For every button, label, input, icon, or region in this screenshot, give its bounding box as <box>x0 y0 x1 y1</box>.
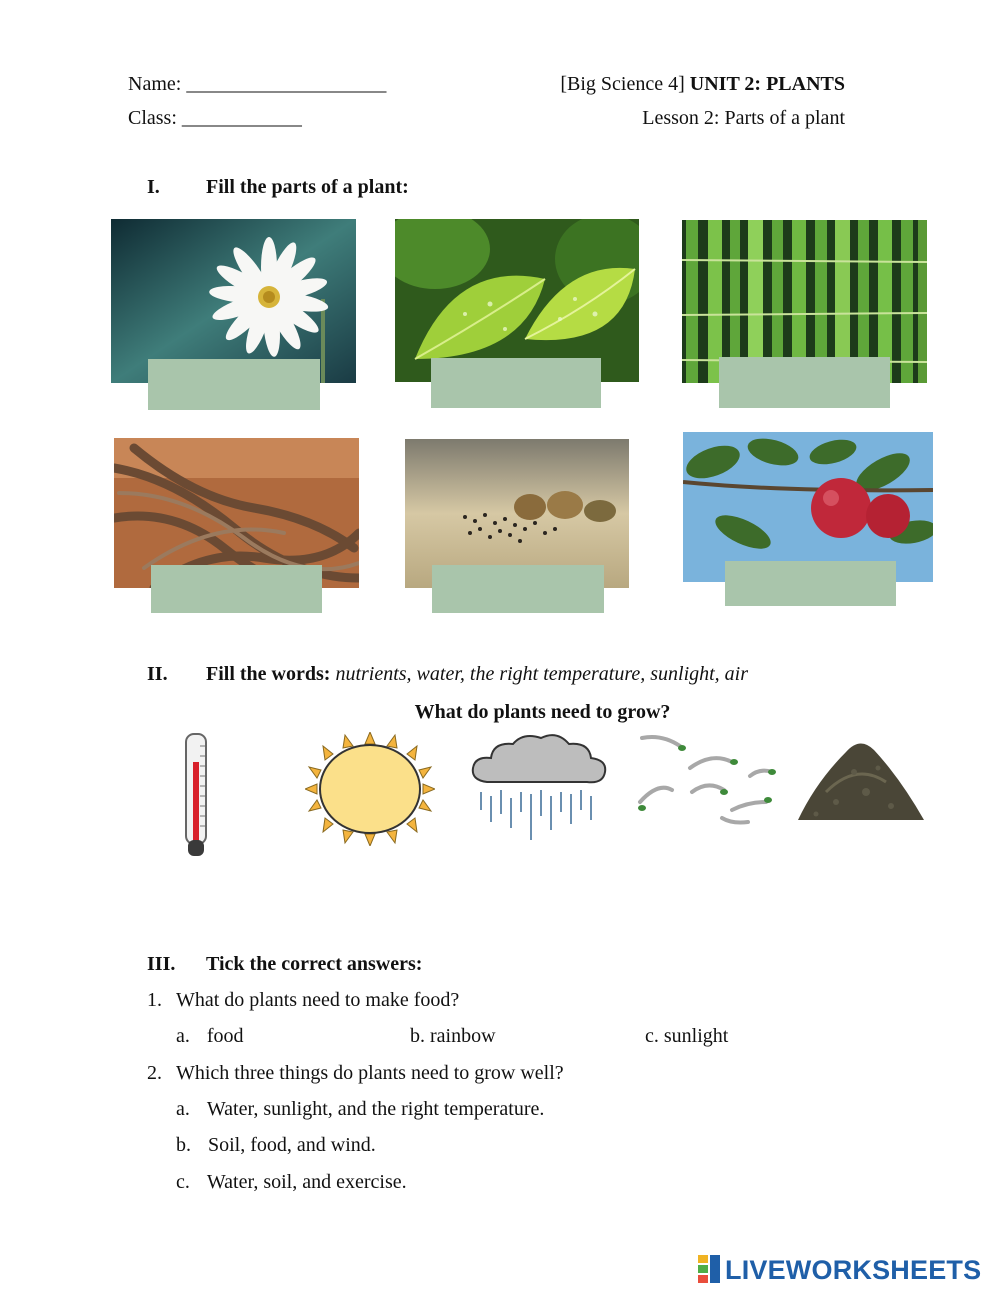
brand-name: LIVEWORKSHEETS <box>725 1254 982 1285</box>
fruit-photo <box>683 432 933 582</box>
q2-option-a[interactable] <box>176 1097 544 1121</box>
option-letter: a. <box>176 1098 190 1120</box>
option-letter: b. <box>176 1134 191 1156</box>
thermometer-icon <box>180 732 212 858</box>
option-text: rainbow <box>430 1025 496 1047</box>
section-3-title: Tick the correct answers: <box>206 953 423 975</box>
q1-option-c[interactable] <box>645 1024 728 1048</box>
option-letter: c. <box>645 1025 659 1047</box>
option-text: Water, soil, and exercise. <box>206 1171 407 1193</box>
class-line <box>128 106 302 130</box>
question-1-number: 1. <box>147 989 162 1011</box>
option-letter: c. <box>176 1171 190 1193</box>
liveworksheets-logo-icon <box>698 1255 722 1285</box>
option-letter: a. <box>176 1025 190 1047</box>
unit-label: UNIT 2: PLANTS <box>689 73 845 95</box>
section-1-numeral: I. <box>147 176 160 198</box>
option-text: Water, sunlight, and the right temperature. <box>206 1098 545 1120</box>
q2-option-b[interactable] <box>176 1133 376 1157</box>
option-letter: b. <box>410 1025 425 1047</box>
sun-icon <box>305 732 435 846</box>
grow-question: What do plants need to grow? <box>414 701 671 723</box>
name-blank: ____________________ <box>186 73 387 95</box>
answer-box-flower[interactable] <box>148 359 320 410</box>
rain-cloud-icon <box>467 732 609 844</box>
section-3-numeral: III. <box>147 953 176 975</box>
section-2-heading <box>206 662 748 686</box>
soil-icon <box>796 732 926 824</box>
q1-option-b[interactable] <box>410 1024 496 1048</box>
question-2-text: Which three things do plants need to grow well? <box>176 1062 564 1084</box>
option-text: food <box>206 1025 244 1047</box>
name-label: Name: <box>128 73 182 95</box>
series-label: [Big Science 4] <box>560 73 685 95</box>
answer-box-stem[interactable] <box>719 357 890 408</box>
option-text: Soil, food, and wind. <box>208 1134 376 1156</box>
q2-option-c[interactable] <box>176 1170 407 1194</box>
question-1-text: What do plants need to make food? <box>176 989 460 1011</box>
word-bank: nutrients, water, the right temperature, sunlight, air <box>335 663 749 685</box>
class-blank: ____________ <box>181 107 302 129</box>
name-line <box>128 72 386 96</box>
class-label: Class: <box>128 107 177 129</box>
section-1-title: Fill the parts of a plant: <box>206 176 409 198</box>
section-2-title: Fill the words: <box>206 663 331 685</box>
liveworksheets-logo <box>698 1254 981 1286</box>
lesson-title: Lesson 2: Parts of a plant <box>642 107 845 129</box>
answer-box-seed[interactable] <box>432 565 604 613</box>
wind-icon <box>632 732 777 828</box>
unit-title <box>560 72 845 96</box>
option-text: sunlight <box>663 1025 729 1047</box>
answer-box-fruit[interactable] <box>725 561 896 606</box>
answer-box-root[interactable] <box>151 565 322 613</box>
q1-option-a[interactable] <box>176 1024 244 1048</box>
section-2-numeral: II. <box>147 663 168 685</box>
answer-box-leaf[interactable] <box>431 358 601 408</box>
question-2-number: 2. <box>147 1062 162 1084</box>
